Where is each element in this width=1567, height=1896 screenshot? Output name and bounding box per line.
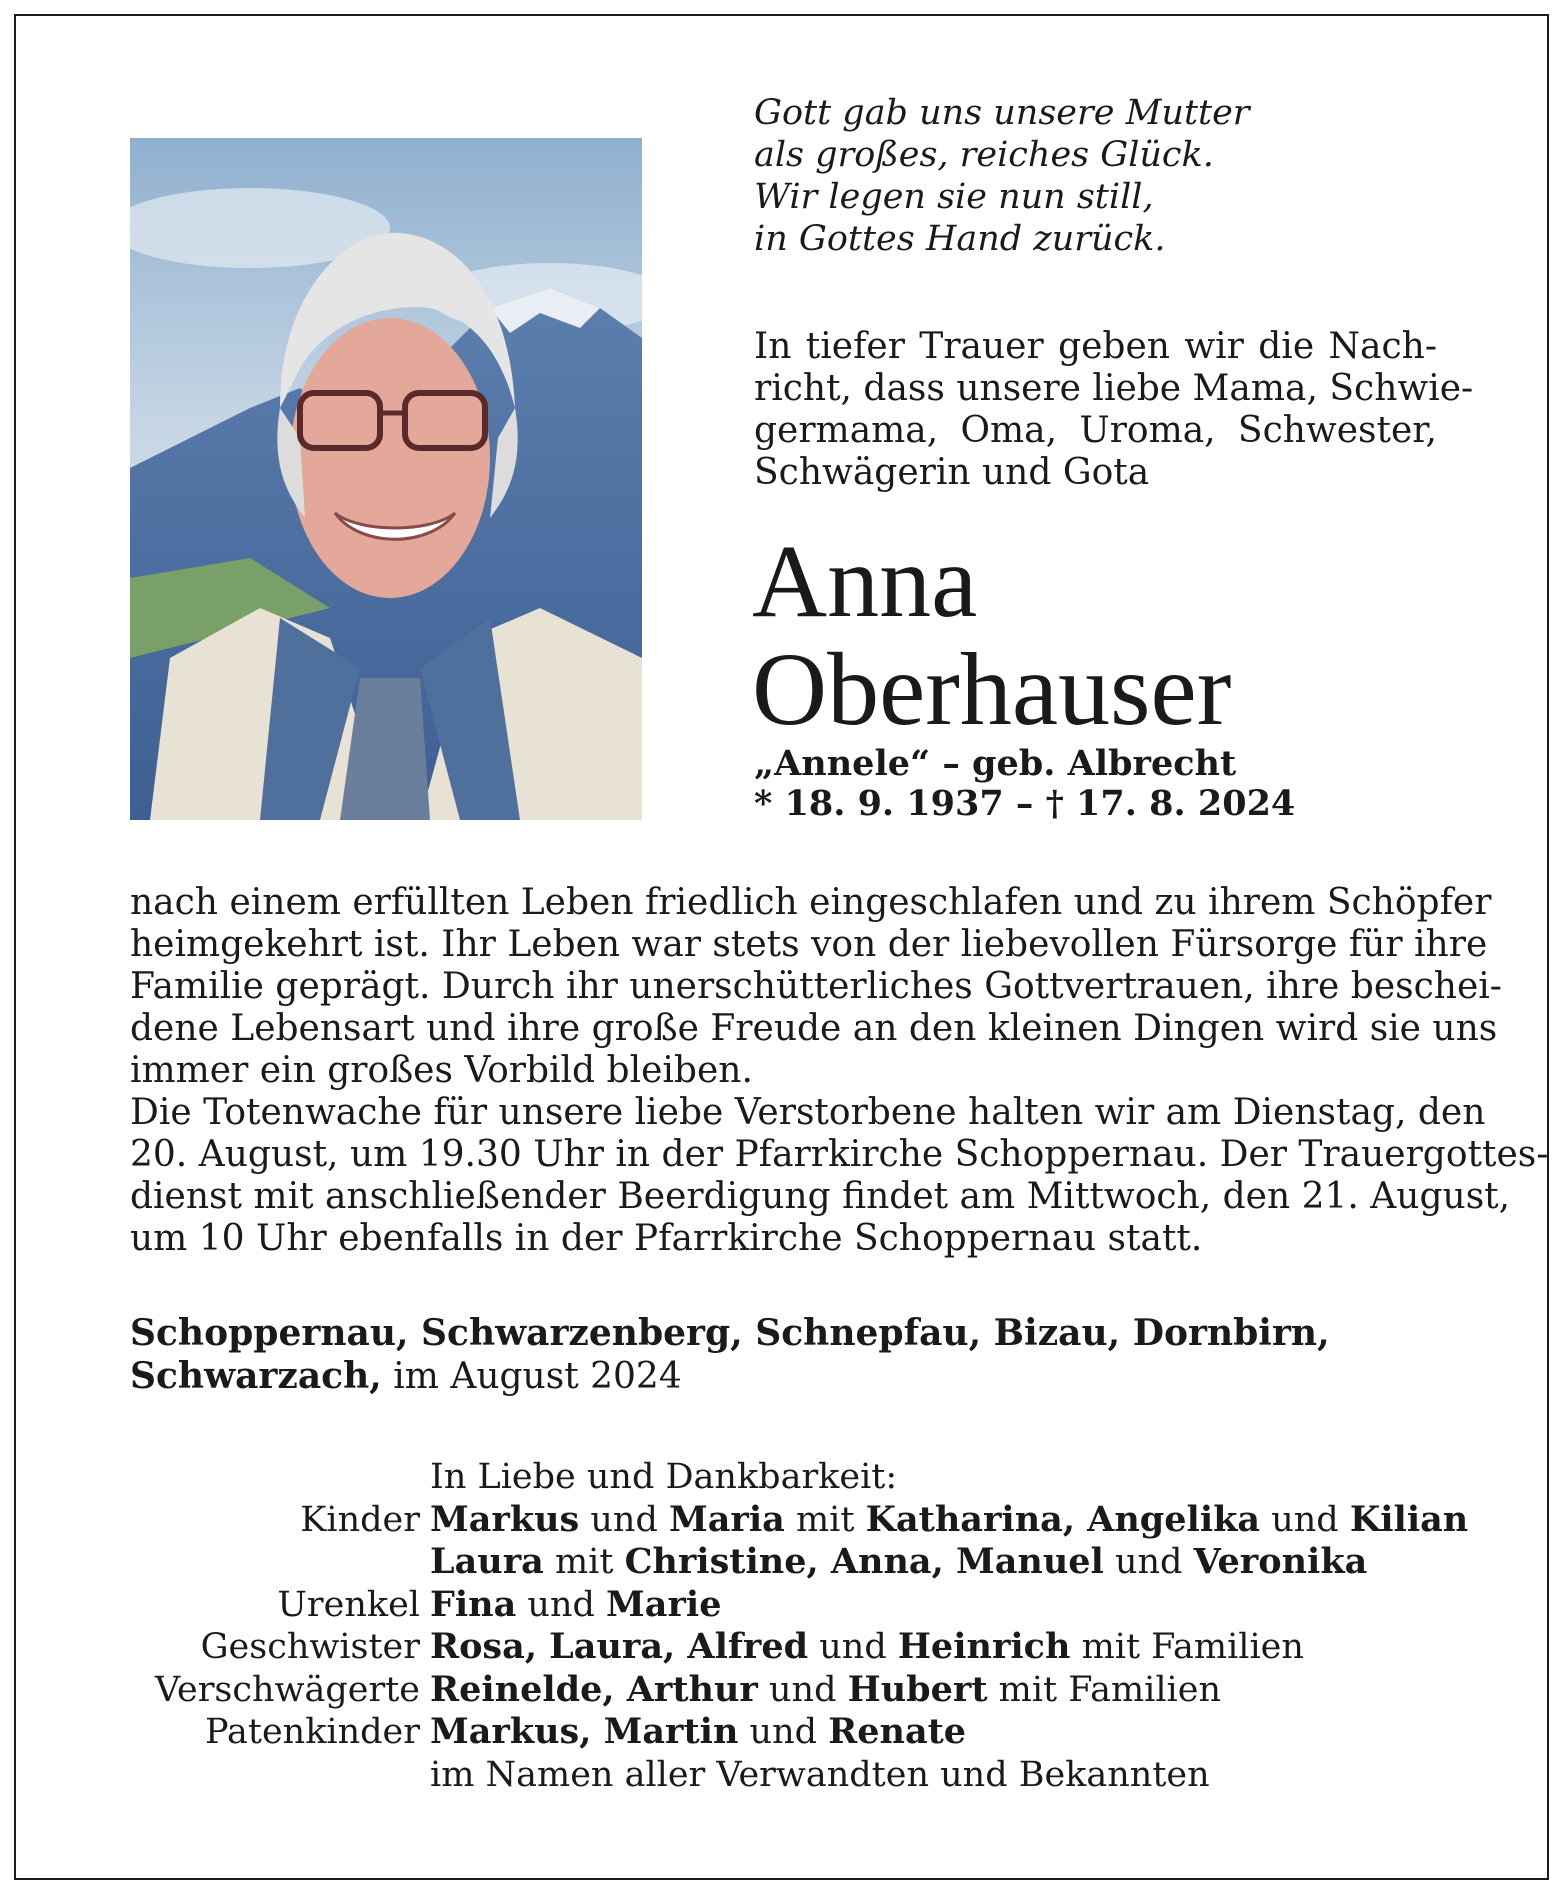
mourners-list <box>130 1456 1469 1796</box>
connector: und <box>738 1712 829 1752</box>
body-line: um 10 Uhr ebenfalls in der Pfarrkirche Schoppernau statt. <box>130 1218 1203 1259</box>
place-line-1: Schoppernau, Schwarzenberg, Schnepfau, Bizau, Dornbirn, <box>130 1312 1330 1354</box>
mourners-heading-row <box>130 1456 1460 1499</box>
poem-line: Gott gab uns unsere Mutter <box>754 93 1250 133</box>
portrait-image <box>130 138 642 820</box>
connector: mit Familien <box>1070 1627 1304 1667</box>
body-line: Familie geprägt. Durch ihr unerschütterliches Gottvertrauen, ihre beschei- <box>130 966 1502 1007</box>
connector: mit <box>543 1542 625 1582</box>
mourner-label: Geschwister <box>200 1627 420 1667</box>
mourner-row-kinder <box>130 1498 1469 1542</box>
body-line: dene Lebensart und ihre große Freude an den kleinen Dingen wird sie uns <box>130 1008 1498 1049</box>
mourner-name: Veronika <box>1193 1541 1368 1582</box>
mourner-label: Verschwägerte <box>154 1669 420 1710</box>
mourner-row-closing <box>130 1754 1460 1797</box>
intro-line: Schwägerin und Gota <box>754 452 1150 493</box>
mourner-row-patenkinder <box>130 1711 1460 1754</box>
mourner-label: Patenkinder <box>205 1712 420 1752</box>
last-name: Oberhauser <box>752 632 1232 747</box>
body-line: 20. August, um 19.30 Uhr in der Pfarrkirche Schoppernau. Der Trauergottes- <box>130 1134 1549 1175</box>
mourner-name: Heinrich <box>897 1626 1071 1667</box>
mourner-name: Hubert <box>847 1668 988 1710</box>
intro-line: germama, Oma, Uroma, Schwester, <box>754 410 1437 451</box>
mourner-row-geschwister <box>130 1626 1460 1669</box>
connector: und <box>808 1627 898 1667</box>
mourner-label: Kinder <box>300 1499 420 1540</box>
connector: und <box>516 1584 607 1625</box>
mourner-label: Urenkel <box>277 1584 420 1625</box>
intro-text <box>754 326 1474 494</box>
nickname-line: „Annele“ – geb. Albrecht <box>754 743 1237 784</box>
intro-line: richt, dass unsere liebe Mama, Schwie- <box>754 368 1474 409</box>
body-text <box>130 882 1549 1260</box>
mourner-name: Renate <box>828 1711 967 1752</box>
place-line-2-bold: Schwarzach, <box>130 1355 382 1397</box>
poem-line: als großes, reiches Glück. <box>754 135 1214 175</box>
connector: und <box>1103 1542 1194 1582</box>
mourner-name: Markus, Martin <box>430 1711 739 1752</box>
closing-line: im Namen aller Verwandten und Bekannten <box>430 1754 1210 1795</box>
place-line-2-rest: im August 2024 <box>381 1356 682 1397</box>
poem-line: in Gottes Hand zurück. <box>754 219 1166 259</box>
deceased-name <box>752 524 1232 747</box>
mourner-name: Reinelde, Arthur <box>430 1668 758 1710</box>
mourner-name: Christine, Anna, Manuel <box>624 1541 1104 1582</box>
connector: mit Familien <box>987 1669 1221 1710</box>
mourner-name: Kilian <box>1349 1498 1469 1540</box>
mourner-name: Marie <box>606 1583 722 1625</box>
mourner-name: Maria <box>669 1498 785 1540</box>
poem-line: Wir legen sie nun still, <box>754 177 1154 217</box>
body-line: dienst mit anschließender Beerdigung findet am Mittwoch, den 21. August, <box>130 1176 1511 1217</box>
body-line: immer ein großes Vorbild bleiben. <box>130 1050 753 1091</box>
mourners-heading: In Liebe und Dankbarkeit: <box>430 1457 898 1497</box>
connector: mit <box>784 1499 866 1540</box>
mourner-name: Fina <box>430 1583 517 1625</box>
intro-line: In tiefer Trauer geben wir die Nach- <box>754 326 1437 367</box>
mourner-name: Markus <box>430 1498 580 1540</box>
mourner-name: Laura <box>430 1541 544 1582</box>
place-date <box>130 1312 1330 1398</box>
first-name: Anna <box>752 524 978 639</box>
deceased-details <box>754 744 1295 824</box>
mourner-name: Katharina, Angelika <box>865 1498 1261 1540</box>
connector: und <box>1260 1499 1350 1540</box>
connector: und <box>757 1669 848 1710</box>
portrait-photo <box>130 138 642 820</box>
body-line: Die Totenwache für unsere liebe Verstorbene halten wir am Dienstag, den <box>130 1092 1486 1133</box>
mourner-row-urenkel <box>130 1584 1460 1627</box>
connector: und <box>579 1499 670 1540</box>
body-line: nach einem erfüllten Leben friedlich eingeschlafen und zu ihrem Schöpfer <box>130 882 1492 923</box>
poem <box>754 92 1454 260</box>
dates-line: * 18. 9. 1937 – † 17. 8. 2024 <box>754 783 1296 824</box>
body-line: heimgekehrt ist. Ihr Leben war stets von der liebevollen Fürsorge für ihre <box>130 924 1488 965</box>
mourner-name: Rosa, Laura, Alfred <box>430 1626 809 1667</box>
mourner-row-kinder-2 <box>130 1541 1460 1584</box>
mourner-row-verschwaegerte <box>130 1669 1460 1712</box>
